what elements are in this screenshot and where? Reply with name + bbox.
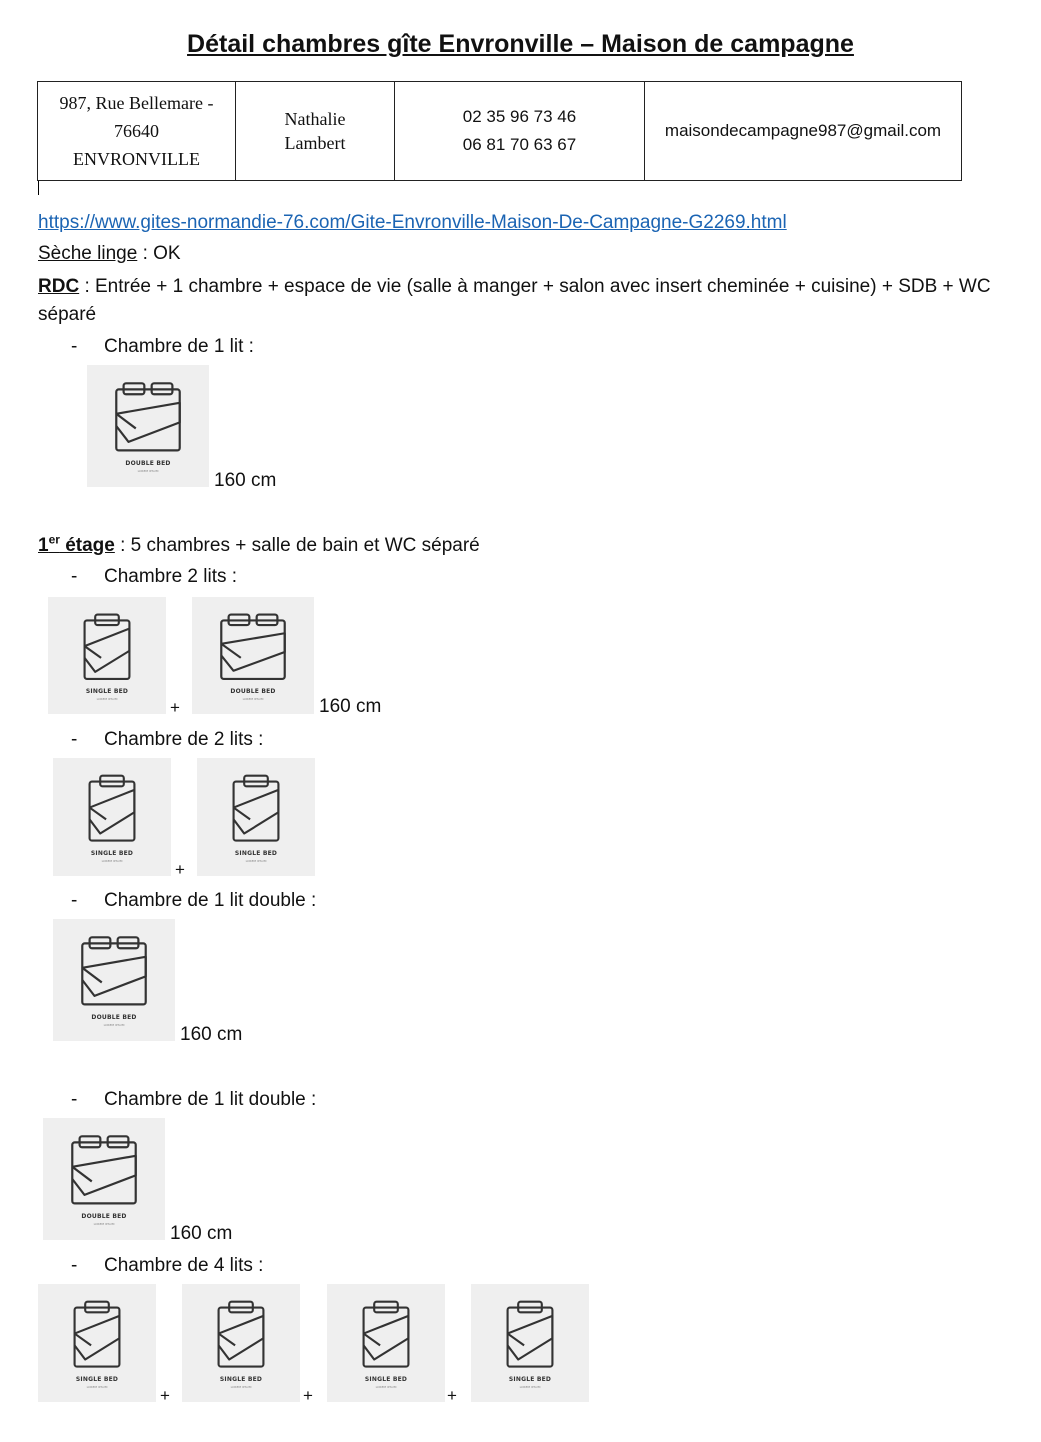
double-bed-icon <box>43 1118 165 1240</box>
double-bed-icon <box>192 597 314 714</box>
bed-caption: SINGLE BED <box>234 850 278 857</box>
dryer-line <box>38 240 181 268</box>
bed-caption: DOUBLE BED <box>125 460 171 467</box>
website-line <box>38 209 787 237</box>
bullet-dash: - <box>71 729 78 750</box>
bed-subcaption: LOREM IPSUM <box>96 697 118 701</box>
bed-subcaption: LOREM IPSUM <box>86 1385 108 1389</box>
bed-caption: SINGLE BED <box>364 1376 408 1383</box>
bed-subcaption: LOREM IPSUM <box>375 1385 397 1389</box>
dryer-label: Sèche linge <box>38 243 138 264</box>
text-cursor <box>38 181 39 195</box>
bed-size: 160 cm <box>319 696 382 717</box>
room-title: Chambre de 1 lit double : <box>104 1089 317 1110</box>
floor1-text: : 5 chambres + salle de bain et WC séparé <box>114 535 480 556</box>
single-bed-icon <box>327 1284 445 1402</box>
plus-sign: + <box>175 860 185 879</box>
bed-subcaption: LOREM IPSUM <box>137 469 159 473</box>
room-title: Chambre de 2 lits : <box>104 729 264 750</box>
plus-sign: + <box>447 1386 457 1405</box>
bullet-dash: - <box>71 890 78 911</box>
address-line-1: 987, Rue Bellemare - <box>59 93 214 113</box>
floor1-label <box>38 532 115 556</box>
bed-size: 160 cm <box>214 470 277 491</box>
bullet-dash: - <box>71 1089 78 1110</box>
bed-subcaption: LOREM IPSUM <box>103 1023 125 1027</box>
floor1-word: étage <box>59 535 115 556</box>
room-title: Chambre 2 lits : <box>104 566 238 587</box>
bed-size: 160 cm <box>180 1024 243 1045</box>
single-bed-icon <box>182 1284 300 1402</box>
bed-subcaption: LOREM IPSUM <box>230 1385 252 1389</box>
rdc-label: RDC <box>38 276 80 297</box>
bed-caption: SINGLE BED <box>90 850 134 857</box>
phone-cell <box>395 82 645 181</box>
bed-caption: DOUBLE BED <box>91 1014 137 1021</box>
double-bed-icon <box>87 365 209 487</box>
name-cell <box>236 82 395 181</box>
bed-caption: DOUBLE BED <box>81 1213 127 1220</box>
name-line-2: Lambert <box>284 133 346 153</box>
bed-subcaption: LOREM IPSUM <box>93 1222 115 1226</box>
bullet-dash: - <box>71 336 78 357</box>
email: maisondecampagne987@gmail.com <box>664 121 942 140</box>
bed-caption: SINGLE BED <box>85 688 129 695</box>
bed-caption: DOUBLE BED <box>230 688 276 695</box>
room-title: Chambre de 1 lit : <box>104 336 254 357</box>
room-title: Chambre de 4 lits : <box>104 1255 264 1276</box>
bed-caption: SINGLE BED <box>219 1376 263 1383</box>
room-title: Chambre de 1 lit double : <box>104 890 317 911</box>
floor1-number: 1 <box>38 535 49 556</box>
plus-sign: + <box>160 1386 170 1405</box>
plus-sign: + <box>303 1386 313 1405</box>
plus-sign: + <box>170 698 180 717</box>
bed-subcaption: LOREM IPSUM <box>519 1385 541 1389</box>
bullet-dash: - <box>71 1255 78 1276</box>
bed-caption: SINGLE BED <box>508 1376 552 1383</box>
dryer-value: : OK <box>137 243 181 264</box>
bed-size: 160 cm <box>170 1223 233 1244</box>
single-bed-icon <box>197 758 315 876</box>
bullet-dash: - <box>71 566 78 587</box>
rdc-text: : Entrée + 1 chambre + espace de vie (salle à manger + salon avec insert cheminée + cuisine) + SDB + WC séparé <box>38 276 991 325</box>
address-line-2: 76640 <box>114 121 159 141</box>
bed-caption: SINGLE BED <box>75 1376 119 1383</box>
page-title: Détail chambres gîte Envronville – Maison de campagne <box>187 30 854 58</box>
single-bed-icon <box>38 1284 156 1402</box>
floor1-line <box>38 532 480 560</box>
address-cell <box>38 82 236 181</box>
bed-subcaption: LOREM IPSUM <box>101 859 123 863</box>
single-bed-icon <box>48 597 166 714</box>
email-cell <box>645 82 962 181</box>
bed-subcaption: LOREM IPSUM <box>242 697 264 701</box>
phone-1: 02 35 96 73 46 <box>462 107 577 126</box>
name-line-1: Nathalie <box>284 109 346 129</box>
address-line-3: ENVRONVILLE <box>73 149 200 169</box>
single-bed-icon <box>471 1284 589 1402</box>
bed-subcaption: LOREM IPSUM <box>245 859 267 863</box>
floor1-sup: er <box>48 532 60 547</box>
single-bed-icon <box>53 758 171 876</box>
rdc-line <box>38 273 998 329</box>
double-bed-icon <box>53 919 175 1041</box>
contact-table <box>37 81 962 181</box>
phone-2: 06 81 70 63 67 <box>462 135 577 154</box>
website-link[interactable]: https://www.gites-normandie-76.com/Gite-Envronville-Maison-De-Campagne-G2269.html <box>38 212 787 233</box>
